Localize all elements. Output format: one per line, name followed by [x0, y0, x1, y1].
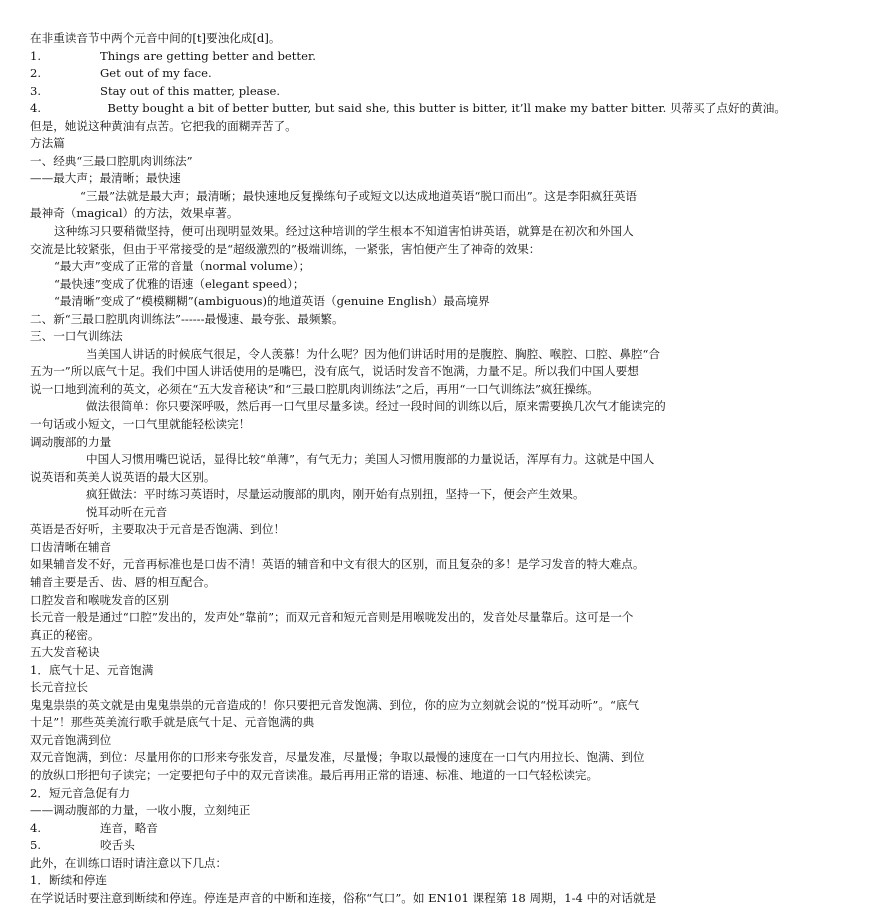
line-text: 说一口地到流利的英文，必须在“五大发音秘诀”和“三最口腔肌肉训练法”之后，再用“一口气训练法”疯狂操练。	[30, 381, 599, 396]
line-text: 双元音饱满，到位：尽量用你的口形来夸张发音，尽量发准，尽量慢；争取以最慢的速度在一口气内用拉长、饱满、到位	[30, 750, 645, 765]
text-line	[30, 521, 844, 539]
line-text: 在非重读音节中两个元音中间的[t]要浊化成[d]。	[30, 31, 281, 45]
text-line	[30, 118, 844, 136]
line-text: 十足”！那些英美流行歌手就是底气十足、元音饱满的典	[30, 715, 315, 730]
text-line	[30, 48, 844, 66]
text-line	[30, 328, 844, 346]
line-text: Betty bought a bit of better butter, but said she, this butter is bitter, it’ll make my batter bitter. 贝蒂买了点好的黄油。	[100, 101, 786, 116]
line-text: 二、新“三最口腔肌肉训练法”------最慢速、最夸张、最频繁。	[30, 311, 344, 326]
line-text: 如果辅音发不好，元音再标准也是口齿不清！英语的辅音和中文有很大的区别，而且复杂的多！是学习发音的特大难点。	[30, 557, 645, 572]
line-text: 一句话或小短文，一口气里就能轻松读完！	[30, 417, 251, 432]
line-text: 鬼鬼祟祟的英文就是由鬼鬼祟祟的元音造成的！你只要把元音发饱满、到位，你的应为立刻就会说的“悦耳动听”。“底气	[30, 697, 640, 712]
text-line	[30, 451, 844, 469]
line-text: 中国人习惯用嘴巴说话，显得比较“单薄”，有气无力；美国人习惯用腹部的力量说话，浑厚有力。这就是中国人	[86, 452, 655, 467]
line-text: 连音，略音	[100, 820, 158, 835]
text-line	[30, 469, 844, 487]
text-line	[30, 100, 844, 118]
text-line	[30, 697, 844, 715]
line-text: 三、一口气训练法	[30, 329, 123, 344]
text-line	[30, 311, 844, 329]
line-text: 长元音拉长	[30, 680, 88, 695]
line-text: 长元音一般是通过“口腔”发出的，发声处“靠前”；而双元音和短元音则是用喉咙发出的，发音处尽量靠后。这可是一个	[30, 610, 634, 625]
text-line	[30, 855, 844, 873]
list-number: 1.	[30, 48, 42, 63]
text-line	[30, 30, 844, 48]
line-text: Get out of my face.	[100, 66, 212, 81]
text-line	[30, 714, 844, 732]
line-text: Stay out of this matter, please.	[100, 83, 281, 98]
text-line	[30, 293, 844, 311]
text-line	[30, 890, 844, 907]
line-text: “最快速”变成了优雅的语速（elegant speed）；	[54, 276, 305, 291]
text-line	[30, 135, 844, 153]
line-text: 当美国人讲话的时候底气很足，令人羡慕！为什么呢？因为他们讲话时用的是腹腔、胸腔、喉腔、口腔、鼻腔“合	[86, 346, 661, 361]
text-line	[30, 732, 844, 750]
list-number: 4.	[30, 101, 42, 116]
line-text: 在学说话时要注意到断续和停连。停连是声音的中断和连接，俗称“气口”。如 EN101 课程第 18 周期，1-4 中的对话就是	[30, 890, 657, 905]
text-line	[30, 644, 844, 662]
text-line	[30, 381, 844, 399]
line-text: 一、经典“三最口腔肌肉训练法”	[30, 153, 193, 168]
line-text: 1．断续和停连	[30, 873, 107, 888]
line-text: 但是，她说这种黄油有点苦。它把我的面糊弄苦了。	[30, 118, 297, 133]
text-line	[30, 205, 844, 223]
text-line	[30, 504, 844, 522]
text-line	[30, 258, 844, 276]
text-line	[30, 592, 844, 610]
text-line	[30, 837, 844, 855]
text-line	[30, 539, 844, 557]
text-line	[30, 662, 844, 680]
text-line	[30, 486, 844, 504]
text-line	[30, 627, 844, 645]
text-line	[30, 223, 844, 241]
line-text: “最大声”变成了正常的音量（normal volume）；	[54, 259, 311, 274]
text-line	[30, 276, 844, 294]
line-text: 英语是否好听，主要取决于元音是否饱满、到位！	[30, 522, 286, 537]
line-text: “最清晰”变成了“模模糊糊”(ambiguous)的地道英语（genuine English）最高境界	[54, 294, 490, 309]
line-text: 说英语和英美人说英语的最大区别。	[30, 469, 216, 484]
text-line	[30, 241, 844, 259]
text-line	[30, 434, 844, 452]
text-line	[30, 188, 844, 206]
text-line	[30, 802, 844, 820]
line-text: 辅音主要是舌、齿、唇的相互配合。	[30, 574, 216, 589]
line-text: 的放纵口形把句子读完；一定要把句子中的双元音读准。最后再用正常的语速、标准、地道的一口气轻松读完。	[30, 767, 599, 782]
text-line	[30, 872, 844, 890]
text-line	[30, 65, 844, 83]
line-text: 最神奇（magical）的方法，效果卓著。	[30, 206, 239, 221]
text-line	[30, 416, 844, 434]
text-line	[30, 820, 844, 838]
text-line	[30, 170, 844, 188]
line-text: Things are getting better and better.	[100, 48, 316, 63]
line-text: 这种练习只要稍微坚持，便可出现明显效果。经过这种培训的学生根本不知道害怕讲英语，就算是在初次和外国人	[54, 224, 634, 239]
line-text: 做法很简单：你只要深呼吸，然后再一口气里尽量多读。经过一段时间的训练以后，原来需要换几次气才能读完的	[86, 399, 666, 414]
line-text: 口腔发音和喉咙发音的区别	[30, 592, 170, 607]
text-line	[30, 574, 844, 592]
line-text: 疯狂做法：平时练习英语时，尽量运动腹部的肌肉，刚开始有点别扭，坚持一下，便会产生效果。	[86, 487, 585, 502]
text-line	[30, 153, 844, 171]
list-number: 4.	[30, 820, 42, 835]
text-line	[30, 556, 844, 574]
text-line	[30, 609, 844, 627]
text-line	[30, 346, 844, 364]
document-body	[30, 30, 844, 907]
line-text: ——最大声；最清晰；最快速	[30, 171, 181, 186]
line-text: 双元音饱满到位	[30, 732, 112, 747]
line-text: 方法篇	[30, 136, 65, 151]
line-text: 1．底气十足、元音饱满	[30, 662, 154, 677]
text-line	[30, 83, 844, 101]
line-text: 五为一”所以底气十足。我们中国人讲话使用的是嘴巴，没有底气，说话时发音不饱满，力量不足。所以我们中国人要想	[30, 364, 639, 379]
line-text: 咬舌头	[100, 838, 135, 853]
line-text: ——调动腹部的力量，一收小腹，立刻纯正	[30, 803, 251, 818]
line-text: 口齿清晰在辅音	[30, 539, 112, 554]
list-number: 5.	[30, 838, 42, 853]
text-line	[30, 767, 844, 785]
text-line	[30, 749, 844, 767]
line-text: 悦耳动听在元音	[86, 504, 168, 519]
line-text: 2．短元音急促有力	[30, 785, 131, 800]
line-text: 此外，在训练口语时请注意以下几点：	[30, 855, 228, 870]
line-text: “三最”法就是最大声；最清晰；最快速地反复操练句子或短文以达成地道英语“脱口而出”。这是李阳疯狂英语	[80, 188, 638, 203]
line-text: 交流是比较紧张，但由于平常接受的是“超级激烈的”极端训练，一紧张，害怕便产生了神奇的效果：	[30, 241, 541, 256]
line-text: 五大发音秘诀	[30, 645, 100, 660]
line-text: 真正的秘密。	[30, 627, 100, 642]
text-line	[30, 679, 844, 697]
list-number: 2.	[30, 66, 42, 81]
list-number: 3.	[30, 83, 42, 98]
text-line	[30, 785, 844, 803]
text-line	[30, 363, 844, 381]
line-text: 调动腹部的力量	[30, 434, 112, 449]
text-line	[30, 398, 844, 416]
